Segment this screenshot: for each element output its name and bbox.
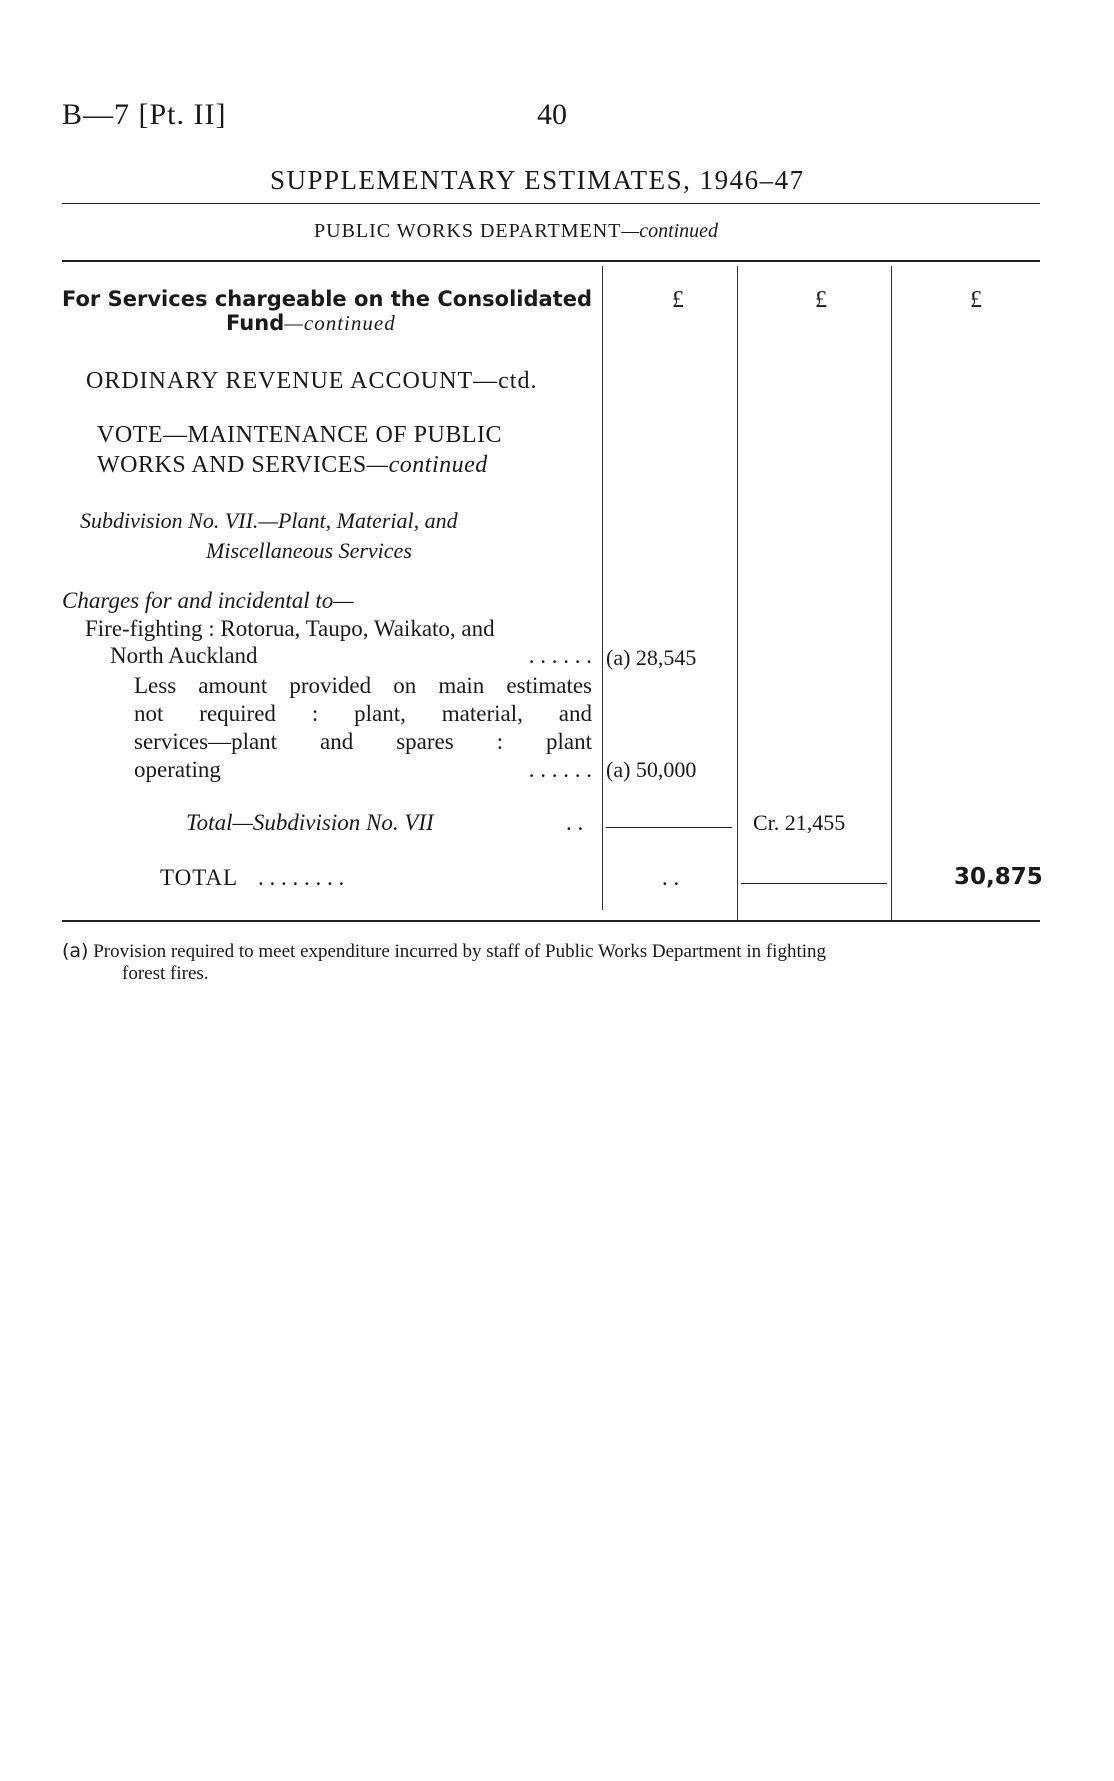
footnote [62,940,1052,985]
item-less-line4 [134,756,592,784]
title-rule [62,203,1040,204]
item-fire-fighting-location: North Auckland [110,643,258,668]
item-less-line1: Less amount provided on main estimates [134,673,592,698]
footnote-marker: (a) [62,940,89,962]
total-label: TOTAL [160,865,239,890]
subdivision-line1: Subdivision No. VII.—Plant, Material, and [80,508,458,533]
footnote-line1: Provision required to meet expenditure incurred by staff of Public Works Department in fighting [93,941,827,962]
total-col1-dots: . . [662,865,680,890]
department-suffix: —continued [621,220,719,242]
department-name: PUBLIC WORKS DEPARTMENT [314,220,622,242]
services-heading [62,287,592,336]
total-rule [741,883,887,884]
item-less-value: (a) 50,000 [606,757,697,782]
subdivision-line2: Miscellaneous Services [206,538,412,563]
services-heading-suffix: —continued [284,311,396,335]
table-bottom-rule [62,920,1040,922]
services-heading-line1: For Services chargeable on the Consolidated [62,287,592,311]
column-divider-3 [891,266,892,920]
subtotal-value: Cr. 21,455 [753,810,846,835]
item-less-line2: not required : plant, material, and [134,701,592,726]
subtotal-dots: . . [566,810,584,835]
item-fire-fighting-line2 [110,643,592,669]
footnote-line2: forest fires. [122,963,209,984]
page-title: SUPPLEMENTARY ESTIMATES, 1946–47 [270,165,805,195]
account-heading: ORDINARY REVENUE ACCOUNT—ctd. [86,368,538,394]
page-number: 40 [537,98,567,131]
charges-heading: Charges for and incidental to— [62,588,354,613]
vote-heading-suffix: —continued [366,452,488,478]
leader-dots: . . . . . . [528,643,592,668]
item-fire-fighting-value: (a) 28,545 [606,645,697,670]
item-less-amount [134,672,592,784]
column-divider-1 [602,266,603,910]
table-top-rule [62,260,1040,262]
leader-dots: . . . . . . [528,757,592,782]
services-heading-line2: Fund [226,311,285,335]
vote-heading [97,420,502,480]
column-divider-2 [737,266,738,920]
currency-header-1: £ [672,287,684,313]
department-heading [314,220,718,243]
item-fire-fighting-line1: Fire-fighting : Rotorua, Taupo, Waikato, and [85,616,495,641]
subdivision-heading [80,506,458,566]
document-reference: B—7 [Pt. II] [62,98,227,131]
total-dots: . . . . . . . . [258,865,345,890]
subtotal-label: Total—Subdivision No. VII [186,810,434,835]
vote-heading-line1: VOTE—MAINTENANCE OF PUBLIC [97,422,502,448]
currency-header-2: £ [815,287,827,313]
currency-header-3: £ [970,287,982,313]
item-less-line3: services—plant and spares : plant [134,729,592,754]
item-less-operating: operating [134,757,221,782]
grand-total-value: 30,875 [954,864,1043,890]
vote-heading-line2: WORKS AND SERVICES [97,452,367,478]
subtotal-rule [606,827,732,828]
